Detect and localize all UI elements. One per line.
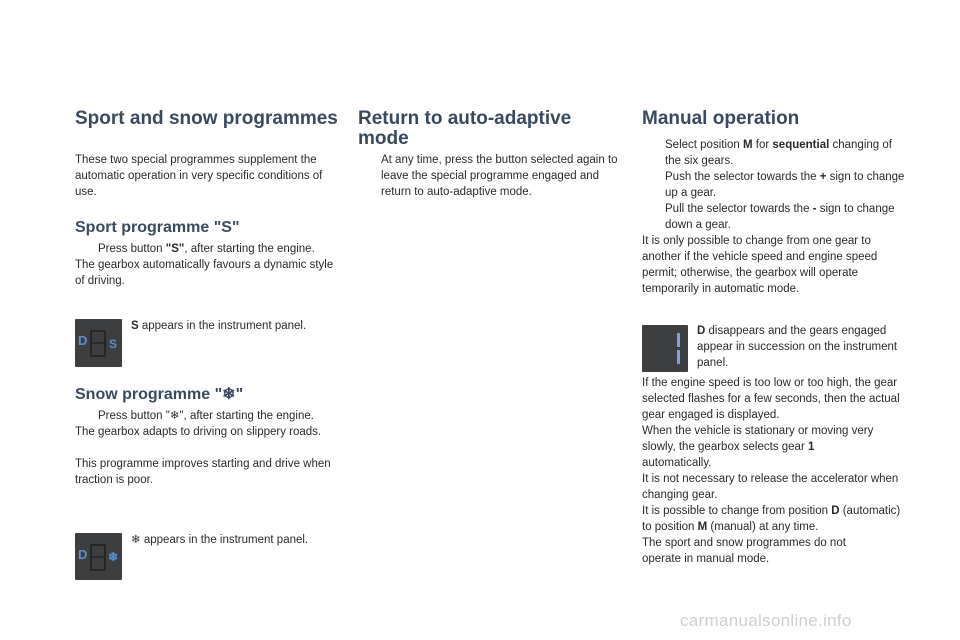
manual-paragraph-1: It is only possible to change from one gear to another if the vehicle speed and engine speed permit; otherwise, the gearbox will operate temporarily in automatic mode. [642, 235, 878, 295]
gear-digit-middle [92, 342, 104, 344]
sport-panel-note: S appears in the instrument panel. [131, 320, 307, 332]
section-title-manual-operation: Manual operation [642, 108, 800, 129]
manual-paragraph-2: If the engine speed is too low or too high, the gear selected flashes for a few seconds, then the actual gear engaged is displayed. [642, 377, 900, 421]
manual-panel-note: D disappears and the gears engaged appear in succession on the instrument panel. [697, 325, 898, 369]
snowflake-icon: ❄ [108, 550, 119, 564]
manual-bullet-1: Select position M for sequential changing of the six gears. [665, 139, 892, 167]
heading-sport-programme: Sport programme "S" [75, 219, 240, 236]
panel-letter-d: D [78, 333, 88, 348]
manual-paragraph-3: When the vehicle is stationary or moving very slowly, the gearbox selects gear 1 automatically. [642, 425, 874, 469]
intro-paragraph: These two special programmes supplement the automatic operation in very specific conditions of use. [75, 154, 323, 198]
section-title-auto-adaptive-line2: mode [358, 128, 409, 149]
instrument-panel-snow-image [75, 533, 122, 580]
snow-bullet: Press button "❄", after starting the engine. [98, 410, 314, 422]
manual-paragraph-4: It is not necessary to release the accelerator when changing gear. [642, 473, 899, 501]
manual-bullet-2: Push the selector towards the + sign to change up a gear. [665, 171, 905, 199]
manual-paragraph-6: The sport and snow programmes do not operate in manual mode. [642, 537, 846, 565]
instrument-panel-manual-image [642, 325, 688, 372]
manual-bullet-3: Pull the selector towards the - sign to change down a gear. [665, 203, 895, 231]
watermark-text: carmanualsonline.info [680, 611, 852, 630]
panel-letter-s: S [109, 337, 118, 351]
gear-digit-one [677, 333, 680, 347]
panel-letter-d: D [78, 547, 88, 562]
manual-paragraph-5: It is possible to change from position D (automatic) to position M (manual) at any time. [642, 505, 901, 533]
auto-adaptive-bullet: At any time, press the button selected again to leave the special programme engaged and return to auto-adaptive mode. [381, 154, 618, 198]
section-title-sport-snow: Sport and snow programmes [75, 108, 338, 129]
snow-description-2: This programme improves starting and drive when traction is poor. [75, 458, 331, 486]
sport-bullet: Press button "S", after starting the engine. [98, 243, 315, 255]
gear-digit-middle [92, 556, 104, 558]
section-title-auto-adaptive: Return to auto-adaptive [358, 108, 572, 129]
instrument-panel-sport-image [75, 319, 122, 367]
sport-description: The gearbox automatically favours a dynamic style of driving. [75, 259, 334, 287]
heading-snow-programme: Snow programme "❄" [75, 386, 244, 403]
gear-digit-one-lower [677, 350, 680, 364]
snow-description-1: The gearbox adapts to driving on slippery roads. [75, 426, 322, 438]
snow-panel-note: ❄ appears in the instrument panel. [131, 534, 309, 546]
